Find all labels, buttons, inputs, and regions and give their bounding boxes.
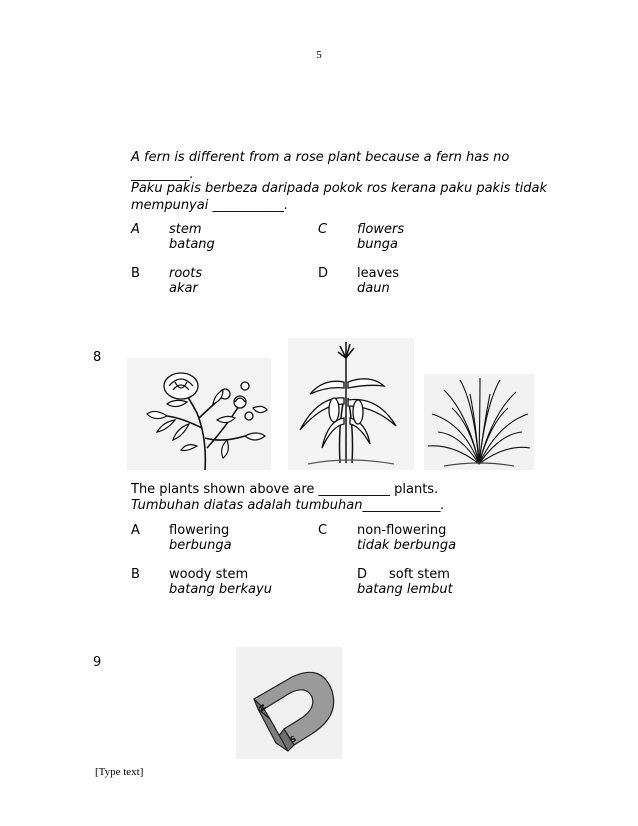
magnet-s-label: S <box>288 734 298 745</box>
q8-option-c-letter: C <box>318 523 328 538</box>
q7-option-a-ms: batang <box>169 237 215 252</box>
q7-option-a-letter: A <box>131 222 140 237</box>
q8-option-d-en: soft stem <box>389 567 450 582</box>
q8-option-b-en: woody stem <box>169 567 249 582</box>
q8-option-d-ms: batang lembut <box>357 582 453 597</box>
q7-option-a <box>169 222 215 252</box>
q7-option-b-letter: B <box>131 266 140 281</box>
q7-option-c-ms: bunga <box>357 237 398 252</box>
q8-option-d <box>357 567 453 597</box>
q8-text-en: The plants shown above are ___________ plants. <box>131 482 439 497</box>
q8-option-a-letter: A <box>131 523 140 538</box>
horseshoe-magnet-image <box>236 647 342 759</box>
footer-text: [Type text] <box>95 766 144 778</box>
q7-text-ms <box>131 180 547 214</box>
q8-option-a-ms: berbunga <box>169 538 232 553</box>
q7-text-en <box>131 149 509 183</box>
q7-text-en-line2: _________. <box>131 167 194 182</box>
grass-plant-image <box>424 374 534 470</box>
q8-number: 8 <box>93 350 102 365</box>
q7-option-d-letter: D <box>318 266 329 281</box>
maize-plant-image <box>288 338 414 470</box>
q7-option-a-en: stem <box>169 222 202 237</box>
q7-option-b-en: roots <box>169 266 203 281</box>
q7-option-d-ms: daun <box>357 281 390 296</box>
q8-option-b-ms: batang berkayu <box>169 582 272 597</box>
q7-text-ms-line2: mempunyai ___________. <box>131 198 289 213</box>
q7-option-c <box>357 222 404 252</box>
q8-option-c-en: non-flowering <box>357 523 447 538</box>
q8-option-c-ms: tidak berbunga <box>357 538 457 553</box>
q9-number: 9 <box>93 655 102 670</box>
q7-option-b <box>169 266 202 296</box>
q7-option-c-letter: C <box>318 222 328 237</box>
q8-text-ms: Tumbuhan diatas adalah tumbuhan____________. <box>131 498 445 513</box>
q8-option-a-en: flowering <box>169 523 230 538</box>
q7-option-c-en: flowers <box>357 222 405 237</box>
q7-option-b-ms: akar <box>169 281 198 296</box>
page-number: 5 <box>316 49 322 61</box>
q8-option-b-letter: B <box>131 567 140 582</box>
q8-option-a <box>169 523 232 553</box>
q8-option-d-letter: D <box>357 567 368 582</box>
magnet-n-label: N <box>256 702 268 714</box>
q7-option-d <box>357 266 399 296</box>
rose-plant-image <box>127 358 271 470</box>
q8-option-c <box>357 523 456 553</box>
q8-option-b <box>169 567 272 597</box>
q7-text-ms-line1: Paku pakis berbeza daripada pokok ros kerana paku pakis tidak <box>131 181 548 196</box>
q7-text-en-line1: A fern is different from a rose plant because a fern has no <box>131 150 510 165</box>
q7-option-d-en: leaves <box>357 266 400 281</box>
